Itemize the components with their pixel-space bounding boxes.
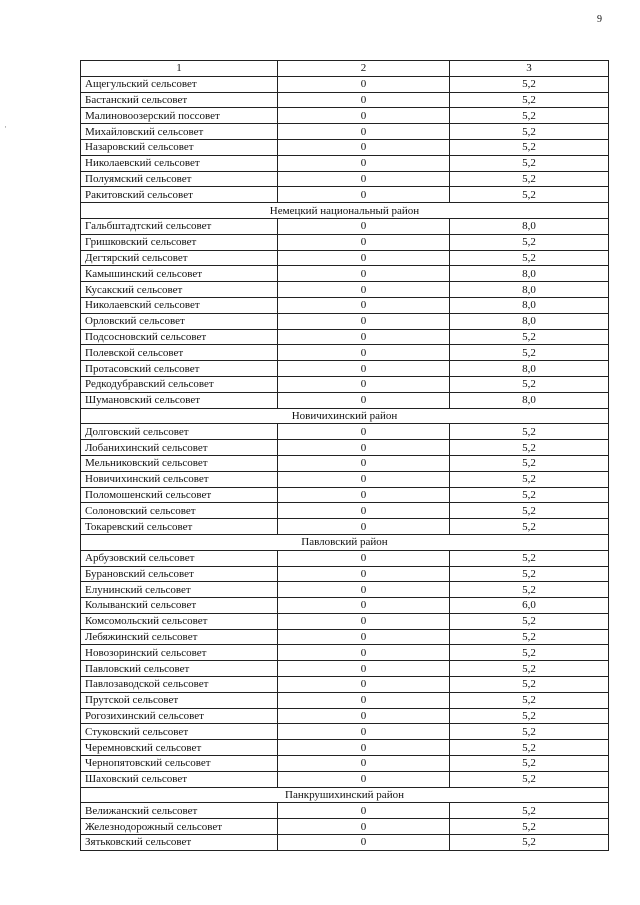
- column-2-value-cell: 0: [278, 582, 450, 598]
- column-3-value-cell: 5,2: [450, 582, 609, 598]
- column-2-value-cell: 0: [278, 771, 450, 787]
- table-row: [81, 661, 609, 677]
- table-row: [81, 519, 609, 535]
- table-row: [81, 503, 609, 519]
- settlement-name-cell: Новозоринский сельсовет: [81, 645, 278, 661]
- column-3-value-cell: 5,2: [450, 250, 609, 266]
- table-row: [81, 645, 609, 661]
- header-cell-3: 3: [450, 61, 609, 77]
- table-row: [81, 297, 609, 313]
- column-2-value-cell: 0: [278, 108, 450, 124]
- table-row: [81, 740, 609, 756]
- settlement-name-cell: Протасовский сельсовет: [81, 361, 278, 377]
- district-title: Панкрушихинский район: [81, 787, 609, 803]
- settlement-name-cell: Новичихинский сельсовет: [81, 471, 278, 487]
- settlement-name-cell: Долговский сельсовет: [81, 424, 278, 440]
- table-row: [81, 155, 609, 171]
- column-2-value-cell: 0: [278, 76, 450, 92]
- column-3-value-cell: 5,2: [450, 424, 609, 440]
- table-row: [81, 361, 609, 377]
- table-row: [81, 92, 609, 108]
- column-2-value-cell: 0: [278, 645, 450, 661]
- column-3-value-cell: 5,2: [450, 566, 609, 582]
- settlement-name-cell: Шаховский сельсовет: [81, 771, 278, 787]
- settlement-name-cell: Мельниковский сельсовет: [81, 455, 278, 471]
- column-2-value-cell: 0: [278, 803, 450, 819]
- settlement-name-cell: Шумановский сельсовет: [81, 392, 278, 408]
- settlement-name-cell: Малиновоозерский поссовет: [81, 108, 278, 124]
- header-cell-1: 1: [81, 61, 278, 77]
- column-3-value-cell: 5,2: [450, 329, 609, 345]
- column-2-value-cell: 0: [278, 629, 450, 645]
- table-row: [81, 692, 609, 708]
- table-row: [81, 218, 609, 234]
- column-2-value-cell: 0: [278, 503, 450, 519]
- column-3-value-cell: 5,2: [450, 645, 609, 661]
- column-3-value-cell: 5,2: [450, 187, 609, 203]
- settlement-name-cell: Лебяжинский сельсовет: [81, 629, 278, 645]
- column-3-value-cell: 5,2: [450, 503, 609, 519]
- district-title: Новичихинский район: [81, 408, 609, 424]
- table-row: [81, 771, 609, 787]
- column-2-value-cell: 0: [278, 692, 450, 708]
- column-3-value-cell: 8,0: [450, 266, 609, 282]
- column-2-value-cell: 0: [278, 519, 450, 535]
- column-2-value-cell: 0: [278, 345, 450, 361]
- settlement-name-cell: Солоновский сельсовет: [81, 503, 278, 519]
- table-row: [81, 329, 609, 345]
- table-row: [81, 819, 609, 835]
- settlement-name-cell: Кусакский сельсовет: [81, 282, 278, 298]
- column-2-value-cell: 0: [278, 424, 450, 440]
- column-2-value-cell: 0: [278, 440, 450, 456]
- settlement-name-cell: Ракитовский сельсовет: [81, 187, 278, 203]
- district-section-row: [81, 408, 609, 424]
- settlement-name-cell: Полуямский сельсовет: [81, 171, 278, 187]
- settlement-name-cell: Прутской сельсовет: [81, 692, 278, 708]
- table-row: [81, 108, 609, 124]
- settlement-name-cell: Железнодорожный сельсовет: [81, 819, 278, 835]
- column-3-value-cell: 5,2: [450, 76, 609, 92]
- column-2-value-cell: 0: [278, 740, 450, 756]
- column-2-value-cell: 0: [278, 234, 450, 250]
- column-3-value-cell: 5,2: [450, 613, 609, 629]
- settlement-name-cell: Велижанский сельсовет: [81, 803, 278, 819]
- table-row: [81, 724, 609, 740]
- column-2-value-cell: 0: [278, 487, 450, 503]
- table-row: [81, 566, 609, 582]
- column-2-value-cell: 0: [278, 250, 450, 266]
- column-3-value-cell: 8,0: [450, 297, 609, 313]
- column-2-value-cell: 0: [278, 139, 450, 155]
- column-2-value-cell: 0: [278, 329, 450, 345]
- table-row: [81, 234, 609, 250]
- column-3-value-cell: 8,0: [450, 282, 609, 298]
- settlement-name-cell: Лобанихинский сельсовет: [81, 440, 278, 456]
- column-2-value-cell: 0: [278, 92, 450, 108]
- column-2-value-cell: 0: [278, 313, 450, 329]
- column-3-value-cell: 5,2: [450, 661, 609, 677]
- settlement-name-cell: Камышинский сельсовет: [81, 266, 278, 282]
- column-2-value-cell: 0: [278, 835, 450, 851]
- settlement-name-cell: Николаевский сельсовет: [81, 297, 278, 313]
- column-2-value-cell: 0: [278, 598, 450, 614]
- column-2-value-cell: 0: [278, 819, 450, 835]
- district-title: Немецкий национальный район: [81, 203, 609, 219]
- column-3-value-cell: 5,2: [450, 740, 609, 756]
- column-3-value-cell: 5,2: [450, 692, 609, 708]
- table-row: [81, 803, 609, 819]
- table-row: [81, 613, 609, 629]
- column-2-value-cell: 0: [278, 677, 450, 693]
- column-2-value-cell: 0: [278, 661, 450, 677]
- column-2-value-cell: 0: [278, 471, 450, 487]
- rates-table: [80, 60, 609, 851]
- settlement-name-cell: Чернопятовский сельсовет: [81, 756, 278, 772]
- settlement-name-cell: Ащегульский сельсовет: [81, 76, 278, 92]
- column-3-value-cell: 8,0: [450, 218, 609, 234]
- column-2-value-cell: 0: [278, 376, 450, 392]
- column-3-value-cell: 5,2: [450, 171, 609, 187]
- settlement-name-cell: Павловский сельсовет: [81, 661, 278, 677]
- settlement-name-cell: Павлозаводской сельсовет: [81, 677, 278, 693]
- column-3-value-cell: 5,2: [450, 345, 609, 361]
- column-3-value-cell: 5,2: [450, 819, 609, 835]
- column-3-value-cell: 8,0: [450, 361, 609, 377]
- settlement-name-cell: Редкодубравский сельсовет: [81, 376, 278, 392]
- page-number: 9: [597, 14, 602, 25]
- district-title: Павловский район: [81, 534, 609, 550]
- column-2-value-cell: 0: [278, 155, 450, 171]
- table-row: [81, 124, 609, 140]
- table-row: [81, 424, 609, 440]
- column-3-value-cell: 5,2: [450, 771, 609, 787]
- margin-mark: ·: [4, 122, 7, 132]
- column-3-value-cell: 5,2: [450, 139, 609, 155]
- table-row: [81, 582, 609, 598]
- settlement-name-cell: Бурановский сельсовет: [81, 566, 278, 582]
- table-row: [81, 266, 609, 282]
- column-3-value-cell: 5,2: [450, 124, 609, 140]
- column-2-value-cell: 0: [278, 566, 450, 582]
- settlement-name-cell: Гришковский сельсовет: [81, 234, 278, 250]
- column-3-value-cell: 8,0: [450, 313, 609, 329]
- column-2-value-cell: 0: [278, 708, 450, 724]
- settlement-name-cell: Бастанский сельсовет: [81, 92, 278, 108]
- column-3-value-cell: 5,2: [450, 519, 609, 535]
- district-section-row: [81, 203, 609, 219]
- table-row: [81, 282, 609, 298]
- settlement-name-cell: Колыванский сельсовет: [81, 598, 278, 614]
- column-2-value-cell: 0: [278, 218, 450, 234]
- table-row: [81, 250, 609, 266]
- column-3-value-cell: 6,0: [450, 598, 609, 614]
- table-row: [81, 471, 609, 487]
- column-2-value-cell: 0: [278, 724, 450, 740]
- table-row: [81, 376, 609, 392]
- column-3-value-cell: 5,2: [450, 756, 609, 772]
- table-row: [81, 756, 609, 772]
- table-row: [81, 455, 609, 471]
- column-3-value-cell: 5,2: [450, 234, 609, 250]
- table-row: [81, 708, 609, 724]
- column-3-value-cell: 8,0: [450, 392, 609, 408]
- table-row: [81, 487, 609, 503]
- table-body: [81, 61, 609, 851]
- column-2-value-cell: 0: [278, 282, 450, 298]
- header-cell-2: 2: [278, 61, 450, 77]
- table-row: [81, 835, 609, 851]
- column-3-value-cell: 5,2: [450, 550, 609, 566]
- column-2-value-cell: 0: [278, 550, 450, 566]
- settlement-name-cell: Назаровский сельсовет: [81, 139, 278, 155]
- column-3-value-cell: 5,2: [450, 835, 609, 851]
- settlement-name-cell: Гальбштадтский сельсовет: [81, 218, 278, 234]
- column-2-value-cell: 0: [278, 392, 450, 408]
- settlement-name-cell: Рогозихинский сельсовет: [81, 708, 278, 724]
- column-3-value-cell: 5,2: [450, 708, 609, 724]
- table-row: [81, 629, 609, 645]
- settlement-name-cell: Елунинский сельсовет: [81, 582, 278, 598]
- settlement-name-cell: Стуковский сельсовет: [81, 724, 278, 740]
- settlement-name-cell: Токаревский сельсовет: [81, 519, 278, 535]
- table-row: [81, 139, 609, 155]
- settlement-name-cell: Поломошенский сельсовет: [81, 487, 278, 503]
- settlement-name-cell: Дегтярский сельсовет: [81, 250, 278, 266]
- table-header-row: [81, 61, 609, 77]
- table-row: [81, 345, 609, 361]
- column-3-value-cell: 5,2: [450, 376, 609, 392]
- column-2-value-cell: 0: [278, 361, 450, 377]
- table-row: [81, 313, 609, 329]
- table-row: [81, 76, 609, 92]
- column-3-value-cell: 5,2: [450, 440, 609, 456]
- column-3-value-cell: 5,2: [450, 155, 609, 171]
- column-3-value-cell: 5,2: [450, 724, 609, 740]
- table-row: [81, 187, 609, 203]
- column-2-value-cell: 0: [278, 124, 450, 140]
- district-section-row: [81, 534, 609, 550]
- column-3-value-cell: 5,2: [450, 803, 609, 819]
- column-2-value-cell: 0: [278, 266, 450, 282]
- column-3-value-cell: 5,2: [450, 487, 609, 503]
- table-row: [81, 598, 609, 614]
- column-2-value-cell: 0: [278, 756, 450, 772]
- column-3-value-cell: 5,2: [450, 108, 609, 124]
- table-row: [81, 677, 609, 693]
- table-row: [81, 392, 609, 408]
- column-3-value-cell: 5,2: [450, 455, 609, 471]
- settlement-name-cell: Зятьковский сельсовет: [81, 835, 278, 851]
- settlement-name-cell: Михайловский сельсовет: [81, 124, 278, 140]
- column-2-value-cell: 0: [278, 613, 450, 629]
- table-row: [81, 171, 609, 187]
- column-3-value-cell: 5,2: [450, 92, 609, 108]
- settlement-name-cell: Комсомольский сельсовет: [81, 613, 278, 629]
- settlement-name-cell: Орловский сельсовет: [81, 313, 278, 329]
- column-2-value-cell: 0: [278, 455, 450, 471]
- column-2-value-cell: 0: [278, 187, 450, 203]
- column-3-value-cell: 5,2: [450, 629, 609, 645]
- district-section-row: [81, 787, 609, 803]
- table-row: [81, 550, 609, 566]
- column-2-value-cell: 0: [278, 297, 450, 313]
- settlement-name-cell: Подсосновский сельсовет: [81, 329, 278, 345]
- settlement-name-cell: Арбузовский сельсовет: [81, 550, 278, 566]
- column-2-value-cell: 0: [278, 171, 450, 187]
- column-3-value-cell: 5,2: [450, 677, 609, 693]
- settlement-name-cell: Черемновский сельсовет: [81, 740, 278, 756]
- settlement-name-cell: Полевской сельсовет: [81, 345, 278, 361]
- column-3-value-cell: 5,2: [450, 471, 609, 487]
- table-row: [81, 440, 609, 456]
- settlement-name-cell: Николаевский сельсовет: [81, 155, 278, 171]
